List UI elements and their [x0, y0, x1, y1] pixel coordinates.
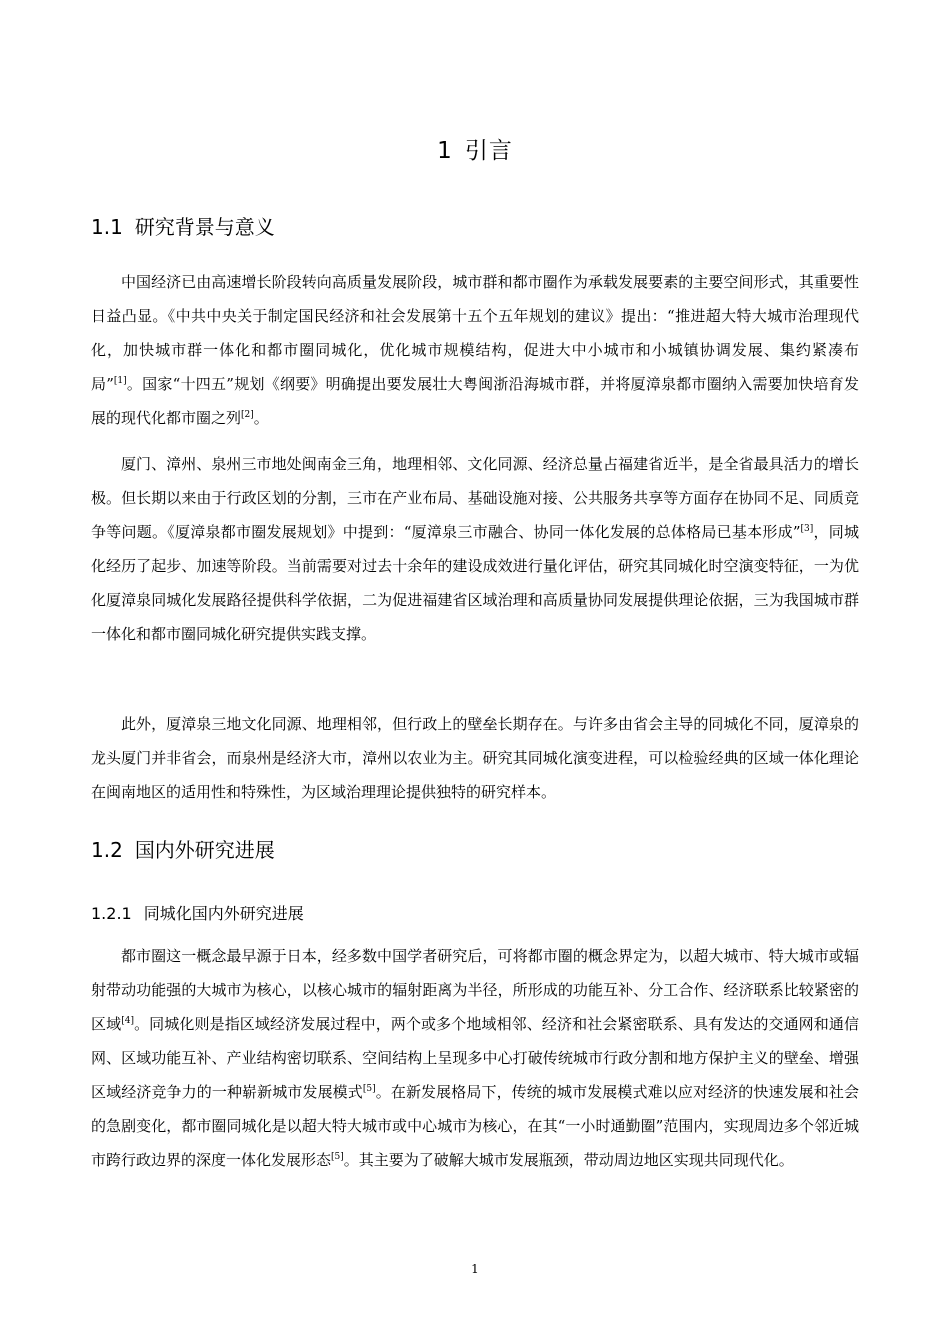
citation-ref[interactable]: [4]	[121, 1016, 134, 1026]
paragraph-text: 。	[253, 409, 269, 427]
section-title: 研究背景与意义	[134, 215, 275, 239]
paragraph-research-progress	[91, 939, 859, 1177]
page-number: 1	[471, 1262, 479, 1276]
paragraph-text: 中国经济已由高速增长阶段转向高质量发展阶段，城市群和都市圈作为承载发展要素的主要空间形式，其重要性日益凸显。《中共中央关于制定国民经济和社会发展第十五个五年规划的建议》提出：“推进超大特大城市治理现代化，加快城市群一体化和都市圈同城化，优化城市规模结构，促进大中小城市和小城镇协调发展、集约紧凑布局”	[91, 273, 859, 393]
chapter-title-text: 引言	[464, 138, 513, 164]
paragraph-background-1	[91, 265, 859, 435]
paragraph-text: 。同城化则是指区域经济发展过程中，两个或多个地域相邻、经济和社会紧密联系、具有发达的交通网和通信网、区域功能互补、产业结构密切联系、空间结构上呈现多中心打破传统城市行政分割和地方保护主义的壁垒、增强区域经济竞争力的一种崭新城市发展模式	[91, 1015, 859, 1101]
section-heading-1-2	[91, 834, 275, 863]
citation-ref[interactable]: [5]	[331, 1152, 344, 1162]
citation-ref[interactable]: [5]	[362, 1084, 376, 1094]
subsection-title: 同城化国内外研究进展	[143, 904, 304, 923]
paragraph-text: 。国家“十四五”规划《纲要》明确提出要发展壮大粤闽浙沿海城市群，并将厦漳泉都市圈纳入需要加快培育发展的现代化都市圈之列	[91, 375, 860, 427]
section-heading-1-1	[91, 211, 275, 240]
paragraph-background-2	[91, 447, 859, 651]
paragraph-text: 。其主要为了破解大城市发展瓶颈，带动周边地区实现共同现代化。	[343, 1151, 794, 1169]
subsection-heading-1-2-1	[91, 901, 304, 924]
section-number: 1.1	[91, 215, 123, 239]
paragraph-text: 此外，厦漳泉三地文化同源、地理相邻，但行政上的壁垒长期存在。与许多由省会主导的同城化不同，厦漳泉的龙头厦门并非省会，而泉州是经济大市，漳州以农业为主。研究其同城化演变进程，可以检验经典的区域一体化理论在闽南地区的适用性和特殊性，为区域治理理论提供独特的研究样本。	[91, 715, 859, 801]
chapter-title	[0, 132, 950, 165]
chapter-number: 1	[437, 138, 453, 164]
citation-ref[interactable]: [3]	[800, 524, 814, 534]
paragraph-text: ，同城化经历了起步、加速等阶段。当前需要对过去十余年的建设成效进行量化评估，研究其同城化时空演变特征，一为优化厦漳泉同城化发展路径提供科学依据，二为促进福建省区域治理和高质量协同发展提供理论依据，三为我国城市群一体化和都市圈同城化研究提供实践支撑。	[91, 523, 859, 643]
paragraph-text: 。在新发展格局下，传统的城市发展模式难以应对经济的快速发展和社会的急剧变化，都市圈同城化是以超大特大城市或中心城市为核心，在其“一小时通勤圈”范围内，实现周边多个邻近城市跨行政边界的深度一体化发展形态	[91, 1083, 859, 1169]
citation-ref[interactable]: [2]	[241, 410, 254, 420]
paragraph-text: 都市圈这一概念最早源于日本，经多数中国学者研究后，可将都市圈的概念界定为，以超大城市、特大城市或辐射带动功能强的大城市为核心，以核心城市的辐射距离为半径，所形成的功能互补、分工合作、经济联系比较紧密的区域	[91, 947, 859, 1033]
section-title: 国内外研究进展	[134, 838, 275, 862]
section-number: 1.2	[91, 838, 123, 862]
paragraph-background-3	[91, 707, 859, 809]
subsection-number: 1.2.1	[91, 904, 132, 923]
paragraph-text: 厦门、漳州、泉州三市地处闽南金三角，地理相邻、文化同源、经济总量占福建省近半，是全省最具活力的增长极。但长期以来由于行政区划的分割，三市在产业布局、基础设施对接、公共服务共享等方面存在协同不足、同质竞争等问题。《厦漳泉都市圈发展规划》中提到：“厦漳泉三市融合、协同一体化发展的总体格局已基本形成”	[91, 455, 859, 541]
citation-ref[interactable]: [1]	[113, 376, 127, 386]
